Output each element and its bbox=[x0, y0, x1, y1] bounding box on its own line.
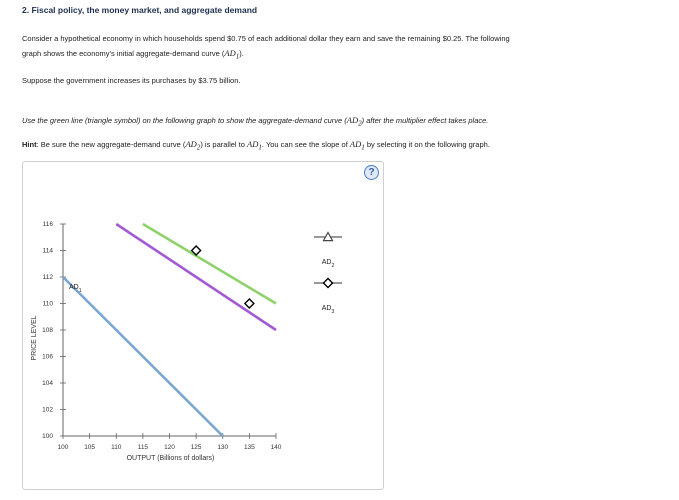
y-tick-label: 108 bbox=[42, 327, 53, 334]
x-tick-label: 120 bbox=[164, 444, 175, 451]
ad3-curve[interactable] bbox=[116, 224, 276, 330]
hint-ad1-symbol-2: $AD_1$ bbox=[349, 139, 365, 152]
y-tick-label: 100 bbox=[42, 433, 53, 440]
question-title: 2. Fiscal policy, the money market, and aggregate demand bbox=[22, 5, 258, 15]
legend-label-ad3: $AD_3$ bbox=[321, 305, 335, 315]
ad2-symbol: $AD_2$ bbox=[346, 115, 362, 128]
hint-label: Hint bbox=[22, 140, 37, 149]
hint-text-c: . You can see the slope of bbox=[261, 140, 350, 149]
x-tick-label: 110 bbox=[111, 444, 122, 451]
help-icon[interactable]: ? bbox=[364, 165, 379, 180]
hint-text-b: ) is parallel to bbox=[200, 140, 248, 149]
legend-diamond-tool[interactable] bbox=[324, 279, 333, 288]
policy-paragraph: Suppose the government increases its purchases by $3.75 billion. bbox=[22, 76, 241, 85]
hint-ad2-symbol: $AD_2$ bbox=[185, 139, 201, 152]
ad3-diamond-point[interactable] bbox=[245, 299, 254, 308]
x-tick-label: 105 bbox=[84, 444, 96, 451]
hint-text-d: by selecting it on the following graph. bbox=[364, 140, 490, 149]
ad1-curve-label: $AD_1$ bbox=[69, 284, 82, 294]
y-tick-label: 104 bbox=[42, 380, 53, 387]
x-tick-label: 100 bbox=[57, 444, 69, 451]
scenario-text-c: ). bbox=[239, 49, 244, 58]
instruction-text-b: ) after the multiplier effect takes place. bbox=[361, 116, 489, 125]
x-axis-title: OUTPUT (Billions of dollars) bbox=[126, 455, 215, 462]
hint-ad1-symbol: $AD_1$ bbox=[247, 139, 262, 152]
y-tick-label: 112 bbox=[42, 274, 53, 281]
hint-text-a: : Be sure the new aggregate-demand curve ( bbox=[36, 140, 186, 149]
x-tick-label: 130 bbox=[217, 444, 229, 451]
y-tick-label: 110 bbox=[42, 300, 53, 308]
x-tick-label: 140 bbox=[270, 444, 282, 451]
ad1-curve[interactable] bbox=[63, 277, 223, 436]
x-tick-label: 125 bbox=[190, 444, 202, 451]
x-tick-label: 135 bbox=[243, 444, 255, 451]
scenario-text-a: Consider a hypothetical economy in which households spend $0.75 of each additional dollar they earn and save the remaining $0.25. The following bbox=[22, 34, 510, 43]
legend-label-ad2: $AD_2$ bbox=[321, 259, 335, 269]
instruction-text-a: Use the green line (triangle symbol) on the following graph to show the aggregate-demand curve ( bbox=[22, 116, 347, 125]
scenario-text-b: graph shows the economy's initial aggregate-demand curve ( bbox=[22, 49, 225, 58]
y-tick-label: 106 bbox=[42, 353, 53, 361]
y-tick-label: 114 bbox=[42, 247, 53, 255]
x-tick-label: 115 bbox=[137, 444, 149, 451]
ad2-curve[interactable] bbox=[143, 224, 276, 304]
y-tick-label: 102 bbox=[42, 406, 53, 414]
y-axis-title: PRICE LEVEL bbox=[31, 315, 38, 361]
y-tick-label: 116 bbox=[42, 221, 53, 228]
ad1-symbol: $AD_1$ bbox=[224, 48, 240, 61]
